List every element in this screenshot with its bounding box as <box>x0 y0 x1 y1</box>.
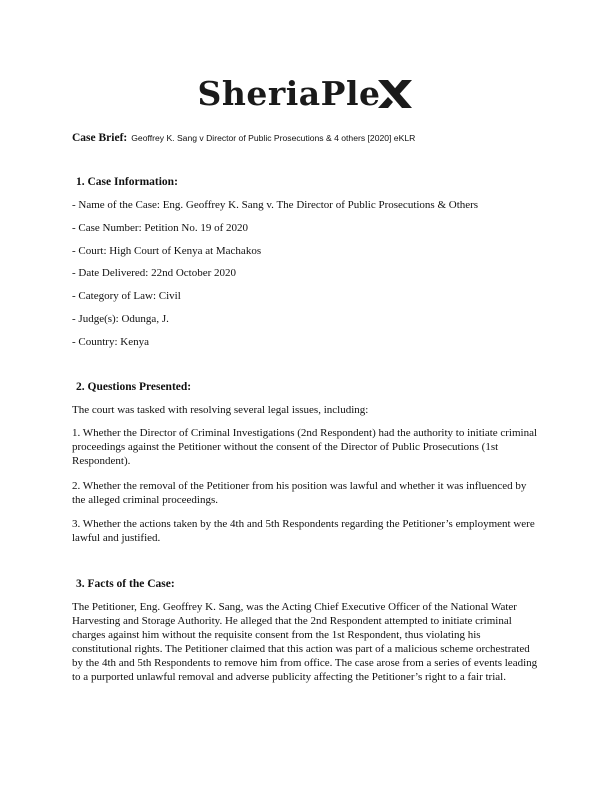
case-brief-line <box>72 128 415 146</box>
case-info-item: - Date Delivered: 22nd October 2020 <box>72 267 237 279</box>
case-brief-title: Geoffrey K. Sang v Director of Public Prosecutions & 4 others [2020] eKLR <box>131 133 416 143</box>
sheriaplex-logo <box>0 74 612 113</box>
section-facts <box>72 578 542 590</box>
case-brief-label: Case Brief: <box>72 132 128 144</box>
case-info-item: - Judge(s): Odunga, J. <box>72 313 169 325</box>
question-item: 1. Whether the Director of Criminal Investigations (2nd Respondent) had the authority to initiate criminal proceedings against the Petitioner without the consent of the Director of Public Prosecutions (1st Respondent). <box>72 427 538 467</box>
section-case-information <box>72 176 542 188</box>
section-questions-presented <box>72 381 542 393</box>
question-item: 2. Whether the removal of the Petitioner from his position was lawful and whether it was influenced by the alleged criminal proceedings. <box>72 480 527 506</box>
section-heading: 3. Facts of the Case: <box>76 578 175 590</box>
question-item: 3. Whether the actions taken by the 4th and 5th Respondents regarding the Petitioner’s employment were lawful and justified. <box>72 518 535 544</box>
case-info-item: - Court: High Court of Kenya at Machakos <box>72 245 262 257</box>
section-heading: 1. Case Information: <box>76 176 178 188</box>
section-heading: 2. Questions Presented: <box>76 381 192 393</box>
case-info-item: - Country: Kenya <box>72 336 149 348</box>
case-info-item: - Name of the Case: Eng. Geoffrey K. Sang v. The Director of Public Prosecutions & Others <box>72 199 479 211</box>
facts-body: The Petitioner, Eng. Geoffrey K. Sang, was the Acting Chief Executive Officer of the National Water Harvesting and Storage Authority. He alleged that the 2nd Respondent attempted to initiate criminal charges against him without the requisite consent from the 1st Respondent, thus violating his constitutional rights. The Petitioner claimed that this action was part of a malicious scheme orchestrated by the 4th and 5th Respondents to remove him from office. The case arose from a series of events leading to a purported unlawful removal and adverse publicity affecting the Petitioner’s right to a fair trial. <box>72 601 538 683</box>
questions-intro: The court was tasked with resolving several legal issues, including: <box>72 404 369 416</box>
case-info-item: - Case Number: Petition No. 19 of 2020 <box>72 222 248 234</box>
logo-text: SheriaPle <box>197 74 381 113</box>
case-info-item: - Category of Law: Civil <box>72 290 181 302</box>
logo-x-icon <box>376 76 414 112</box>
